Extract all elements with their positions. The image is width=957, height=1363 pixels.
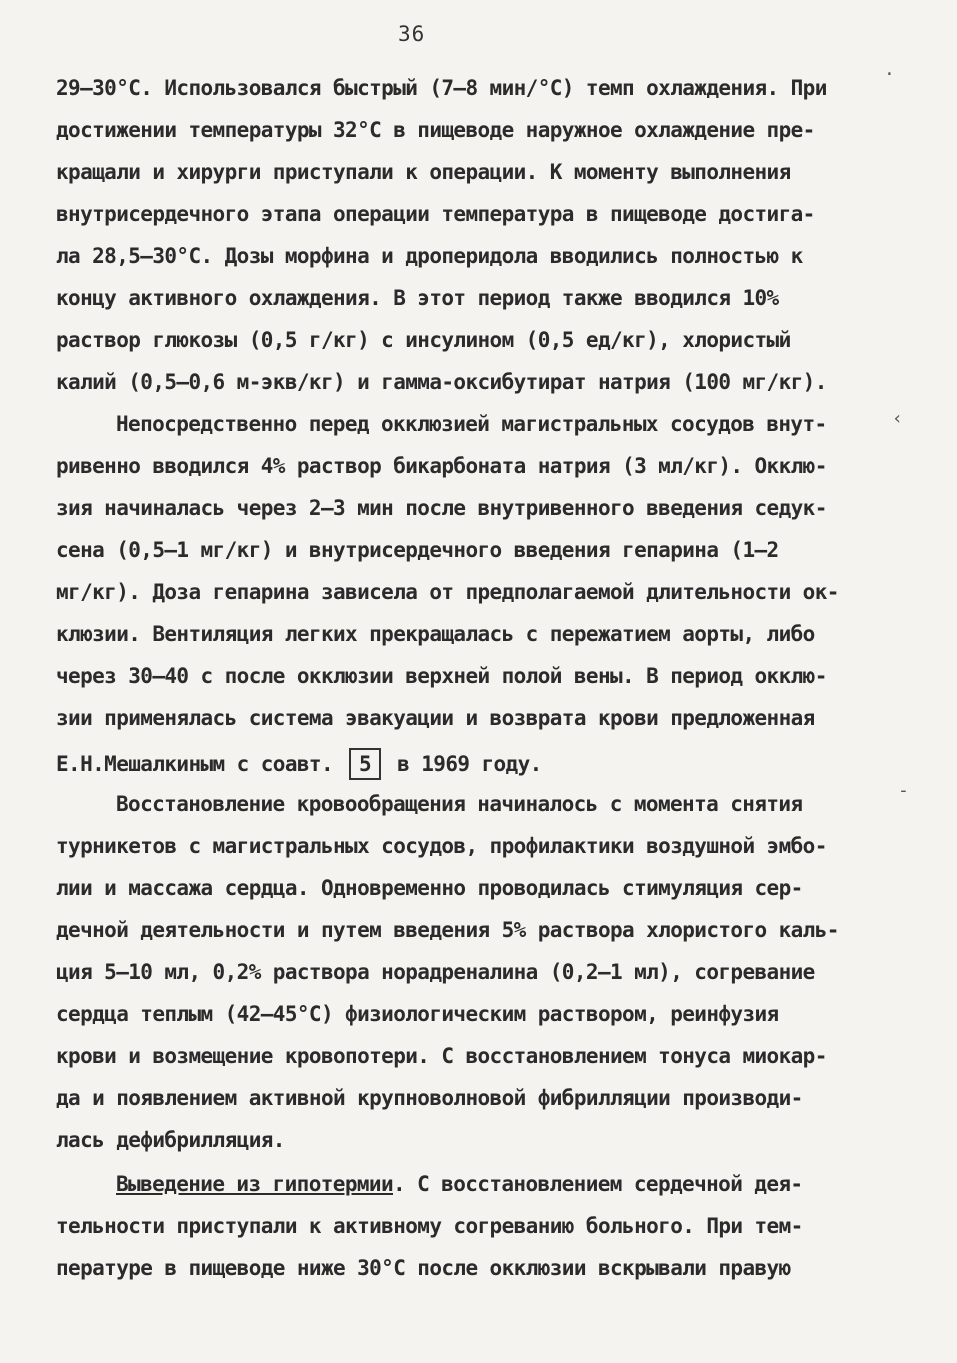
text-line: сена (0,5–1 мг/кг) и внутрисердечного введения гепарина (1–2 bbox=[56, 538, 779, 562]
text-line: раствор глюкозы (0,5 г/кг) с инсулином (0,5 ед/кг), хлористый bbox=[56, 328, 791, 352]
text-line: достижении температуры 32°С в пищеводе наружное охлаждение пре- bbox=[56, 118, 815, 142]
text-line: крови и возмещение кровопотери. С восстановлением тонуса миокар- bbox=[56, 1044, 827, 1068]
citation-year: в 1969 году. bbox=[397, 752, 542, 776]
page-number: 36 bbox=[398, 22, 426, 46]
text-line: 29–30°С. Использовался быстрый (7–8 мин/°С) темп охлаждения. При bbox=[56, 76, 827, 100]
text-line: тельности приступали к активному согреванию больного. При тем- bbox=[56, 1214, 803, 1238]
text-line: да и появлением активной крупноволновой фибрилляции производи- bbox=[56, 1086, 803, 1110]
text-line: ривенно вводился 4% раствор бикарбоната натрия (3 мл/кг). Окклю- bbox=[56, 454, 827, 478]
scan-speck-icon: · bbox=[884, 64, 895, 85]
reference-bracket: 5 bbox=[349, 748, 381, 780]
text-line: пературе в пищеводе ниже 30°С после окклюзии вскрывали правую bbox=[56, 1256, 791, 1280]
paragraph-start: Восстановление кровообращения начиналось с момента снятия bbox=[116, 792, 803, 816]
scan-tick-icon: ‹ bbox=[892, 408, 903, 429]
text-line: сердца теплым (42–45°С) физиологическим раствором, реинфузия bbox=[56, 1002, 779, 1026]
text-line bbox=[56, 748, 542, 780]
text-line: кращали и хирурги приступали к операции. К моменту выполнения bbox=[56, 160, 791, 184]
text-line: мг/кг). Доза гепарина зависела от предполагаемой длительности ок- bbox=[56, 580, 839, 604]
text-line: клюзии. Вентиляция легких прекращалась с пережатием аорты, либо bbox=[56, 622, 815, 646]
text-line: зия начиналась через 2–3 мин после внутривенного введения седук- bbox=[56, 496, 827, 520]
text-line: дечной деятельности и путем введения 5% раствора хлористого каль- bbox=[56, 918, 839, 942]
scan-dash-icon: ‑ bbox=[898, 780, 909, 801]
paragraph-start bbox=[116, 1172, 802, 1196]
text-line: концу активного охлаждения. В этот период также вводился 10% bbox=[56, 286, 779, 310]
text-line: зии применялась система эвакуации и возврата крови предложенная bbox=[56, 706, 815, 730]
text-line: ла 28,5–30°С. Дозы морфина и дроперидола вводились полностью к bbox=[56, 244, 803, 268]
paragraph-start: Непосредственно перед окклюзией магистральных сосудов внут- bbox=[116, 412, 827, 436]
text-line: калий (0,5–0,6 м-экв/кг) и гамма-оксибутират натрия (100 мг/кг). bbox=[56, 370, 827, 394]
citation-text: Е.Н.Мешалкиным с соавт. bbox=[56, 752, 333, 776]
text-line: внутрисердечного этапа операции температура в пищеводе достига- bbox=[56, 202, 815, 226]
text-line: турникетов с магистральных сосудов, профилактики воздушной эмбо- bbox=[56, 834, 827, 858]
section-heading: Выведение из гипотермии bbox=[116, 1172, 393, 1196]
text-line: лии и массажа сердца. Одновременно проводилась стимуляция сер- bbox=[56, 876, 803, 900]
heading-continuation: . С восстановлением сердечной дея- bbox=[393, 1172, 803, 1196]
text-line: ция 5–10 мл, 0,2% раствора норадреналина (0,2–1 мл), согревание bbox=[56, 960, 815, 984]
text-line: через 30–40 с после окклюзии верхней полой вены. В период окклю- bbox=[56, 664, 827, 688]
text-line: лась дефибрилляция. bbox=[56, 1128, 285, 1152]
